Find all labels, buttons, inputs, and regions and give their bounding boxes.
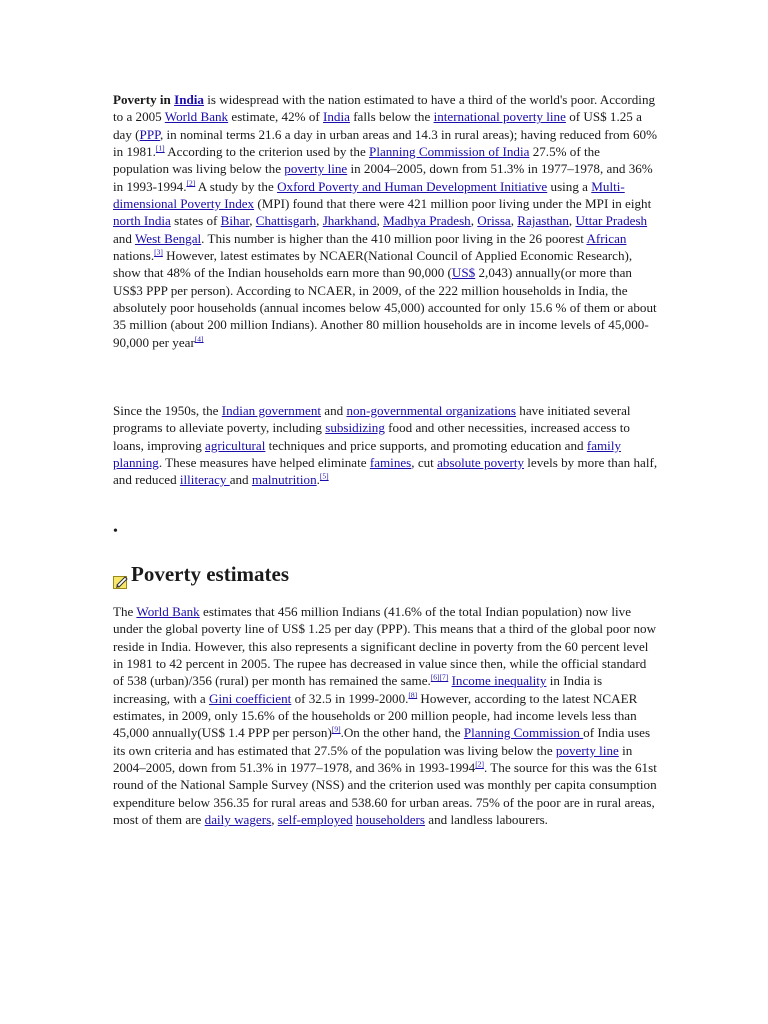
text: nations. bbox=[113, 248, 155, 264]
link-indian-government[interactable]: Indian government bbox=[221, 403, 321, 418]
link-india[interactable]: India bbox=[174, 92, 204, 107]
text: in India is increasing, with a bbox=[113, 673, 603, 706]
citation[interactable] bbox=[332, 725, 341, 734]
text: falls below the bbox=[349, 109, 434, 125]
text: .On the other hand, the bbox=[340, 725, 464, 741]
text: However, according to the latest NCAER estimates, in 2009, only 15.6% of the households or 200 million people, had income levels less than 45,000 annually(US$ 1.4 PPP per person) bbox=[113, 690, 638, 741]
link-chattisgarh[interactable]: Chattisgarh bbox=[255, 213, 317, 229]
text: in 2004–2005, down from 51.3% in 1977–1978, and 36% in 1993-1994. bbox=[113, 161, 653, 194]
text: , cut bbox=[411, 455, 438, 471]
text: techniques and price supports, and promoting education and bbox=[265, 437, 587, 453]
text: . The source for this was the 61st round of the National Sample Survey (NSS) and the criterion used was monthly per capita consumption expenditure below 356.35 for rural areas and 538.60 for urban areas. 75% of the poor are in rural areas, most of them are bbox=[113, 760, 657, 828]
link-rajasthan[interactable]: Rajasthan bbox=[517, 213, 569, 229]
citation-link[interactable]: [9] bbox=[331, 725, 341, 735]
citation-link[interactable]: [4] bbox=[194, 334, 204, 344]
link-north-india[interactable]: north India bbox=[113, 213, 171, 229]
link-family-planning[interactable]: family planning bbox=[113, 437, 622, 471]
link-international-poverty-line[interactable]: international poverty line bbox=[433, 109, 566, 125]
citation[interactable] bbox=[408, 690, 417, 699]
text: 27.5% of the population was living below the bbox=[113, 144, 600, 177]
text: , bbox=[510, 213, 518, 229]
text: of 32.5 in 1999-2000. bbox=[291, 690, 409, 706]
text: estimate, 42% of bbox=[228, 109, 324, 125]
text: However, latest estimates by NCAER(National Council of Applied Economic Research), show that 48% of the Indian households earn more than 90,000 ( bbox=[113, 248, 633, 281]
text: . This number is higher than the 410 million poor living in the 26 poorest bbox=[201, 230, 587, 246]
link-self-employed[interactable]: self-employed bbox=[277, 812, 353, 828]
link-income-inequality[interactable]: Income inequality bbox=[451, 673, 547, 689]
link-absolute-poverty[interactable]: absolute poverty bbox=[437, 455, 525, 471]
citation-link[interactable]: [1] bbox=[155, 143, 165, 153]
text: , bbox=[249, 213, 256, 229]
text: , bbox=[470, 213, 478, 229]
link-gini-coefficient[interactable]: Gini coefficient bbox=[209, 690, 292, 706]
link-malnutrition[interactable]: malnutrition bbox=[251, 472, 317, 488]
citation-link[interactable]: [2] bbox=[186, 178, 196, 188]
link-poverty-line[interactable]: poverty line bbox=[284, 161, 348, 177]
citation[interactable] bbox=[156, 144, 165, 153]
link-illiteracy[interactable]: illiteracy bbox=[179, 472, 230, 488]
text: , bbox=[271, 812, 278, 828]
text: , in nominal terms 21.6 a day in urban areas and 14.3 in rural areas); having reduced from 60% in 1981. bbox=[113, 126, 657, 160]
link-india[interactable]: India bbox=[323, 109, 350, 125]
text: . These measures have helped eliminate bbox=[158, 455, 370, 471]
text: , bbox=[568, 213, 576, 229]
link-ngos[interactable]: non-governmental organizations bbox=[346, 403, 517, 418]
text: (MPI) found that there were 421 million poor living under the MPI in eight bbox=[254, 196, 652, 212]
heading-text: Poverty estimates bbox=[131, 562, 290, 586]
link-agricultural[interactable]: agricultural bbox=[205, 437, 266, 453]
link-subsidizing[interactable]: subsidizing bbox=[325, 420, 385, 436]
text: A study by the bbox=[195, 178, 278, 194]
text: and bbox=[229, 472, 252, 488]
link-world-bank[interactable]: World Bank bbox=[164, 109, 229, 125]
text: , bbox=[376, 213, 384, 229]
text: estimates that 456 million Indians (41.6% of the total Indian population) now live under the global poverty line of US$ 1.25 per day (PPP). This means that a third of the global poor now reside in India. However, this also represents a significant decline in poverty from the 60 percent level in 1981 to 42 percent in 2005. The rupee has decreased in value since then, while the official standard of 538 (urban)/356 (rural) per month has remained the same. bbox=[113, 604, 657, 689]
citation[interactable] bbox=[475, 760, 484, 769]
citation-link[interactable]: [7] bbox=[439, 673, 449, 683]
link-multidimensional-poverty-index[interactable]: Multi-dimensional Poverty Index bbox=[113, 178, 625, 212]
text: and landless labourers. bbox=[425, 812, 548, 828]
bullet-point: • bbox=[113, 524, 118, 539]
citation[interactable] bbox=[320, 472, 329, 481]
link-daily-wagers[interactable]: daily wagers bbox=[204, 812, 272, 828]
intro-paragraph bbox=[113, 91, 658, 351]
text: and bbox=[113, 230, 135, 246]
link-planning-commission-of-india[interactable]: Planning Commission of India bbox=[369, 144, 530, 160]
text: The bbox=[113, 604, 137, 619]
text: using a bbox=[547, 178, 592, 194]
estimates-paragraph bbox=[113, 603, 658, 828]
text: food and other necessities, increased access to loans, improving bbox=[113, 420, 630, 453]
text: Poverty in bbox=[113, 92, 175, 107]
edit-icon[interactable] bbox=[113, 568, 129, 583]
link-uttar-pradesh[interactable]: Uttar Pradesh bbox=[575, 213, 648, 229]
text: in 2004–2005, down from 51.3% in 1977–1978, and 36% in 1993-1994 bbox=[113, 742, 633, 776]
text: of India uses its own criteria and has estimated that 27.5% of the population was living below the bbox=[113, 725, 651, 758]
text: of US$ 1.25 a day ( bbox=[113, 109, 642, 142]
citation[interactable] bbox=[431, 673, 449, 682]
link-madhya-pradesh[interactable]: Madhya Pradesh bbox=[383, 213, 471, 229]
text: According to the criterion used by the bbox=[164, 144, 370, 160]
link-planning-commission[interactable]: Planning Commission bbox=[463, 725, 584, 741]
text: states of bbox=[170, 213, 221, 229]
link-west-bengal[interactable]: West Bengal bbox=[134, 230, 202, 246]
programs-paragraph bbox=[113, 402, 658, 489]
link-ppp[interactable]: PPP bbox=[139, 126, 160, 142]
link-jharkhand[interactable]: Jharkhand bbox=[322, 213, 377, 229]
text: 2,043) annually(or more than US$3 PPP per person). According to NCAER, in 2009, of the 222 million households in India, the absolutely poor households (annual incomes below 45,000) accounted for only 15.6 % of them or about 35 million (about 200 million Indians). Another 80 million households are in income levels of 45,000-90,000 per year bbox=[113, 265, 657, 350]
text: Since the 1950s, the bbox=[113, 403, 222, 418]
text: , bbox=[316, 213, 323, 229]
citation[interactable] bbox=[186, 178, 195, 187]
link-us-dollar[interactable]: US$ bbox=[451, 265, 476, 281]
text: levels by more than half, and reduced bbox=[113, 455, 658, 488]
citation-link[interactable]: [2] bbox=[475, 759, 484, 769]
link-african[interactable]: African bbox=[586, 230, 627, 246]
text: . bbox=[316, 472, 320, 488]
citation-link[interactable]: [6] bbox=[430, 673, 440, 683]
text: have initiated several programs to alleviate poverty, including bbox=[113, 403, 631, 436]
link-orissa[interactable]: Orissa bbox=[477, 213, 511, 229]
text: and bbox=[321, 403, 347, 418]
link-bihar[interactable]: Bihar bbox=[220, 213, 250, 229]
link-famines[interactable]: famines bbox=[369, 455, 412, 471]
link-oxford-poverty-initiative[interactable]: Oxford Poverty and Human Development Initiative bbox=[277, 178, 548, 194]
link-poverty-line[interactable]: poverty line bbox=[555, 742, 619, 758]
citation-link[interactable]: [8] bbox=[408, 690, 418, 700]
section-heading bbox=[113, 560, 289, 588]
link-householders[interactable]: householders bbox=[355, 812, 426, 828]
citation-link[interactable]: [3] bbox=[154, 247, 163, 257]
text: is widespread with the nation estimated to have a third of the world's poor. According to a 2005 bbox=[113, 92, 656, 125]
citation-link[interactable]: [5] bbox=[319, 472, 329, 482]
link-world-bank[interactable]: World Bank bbox=[136, 604, 200, 619]
citation[interactable] bbox=[154, 248, 163, 257]
citation[interactable] bbox=[195, 334, 204, 343]
